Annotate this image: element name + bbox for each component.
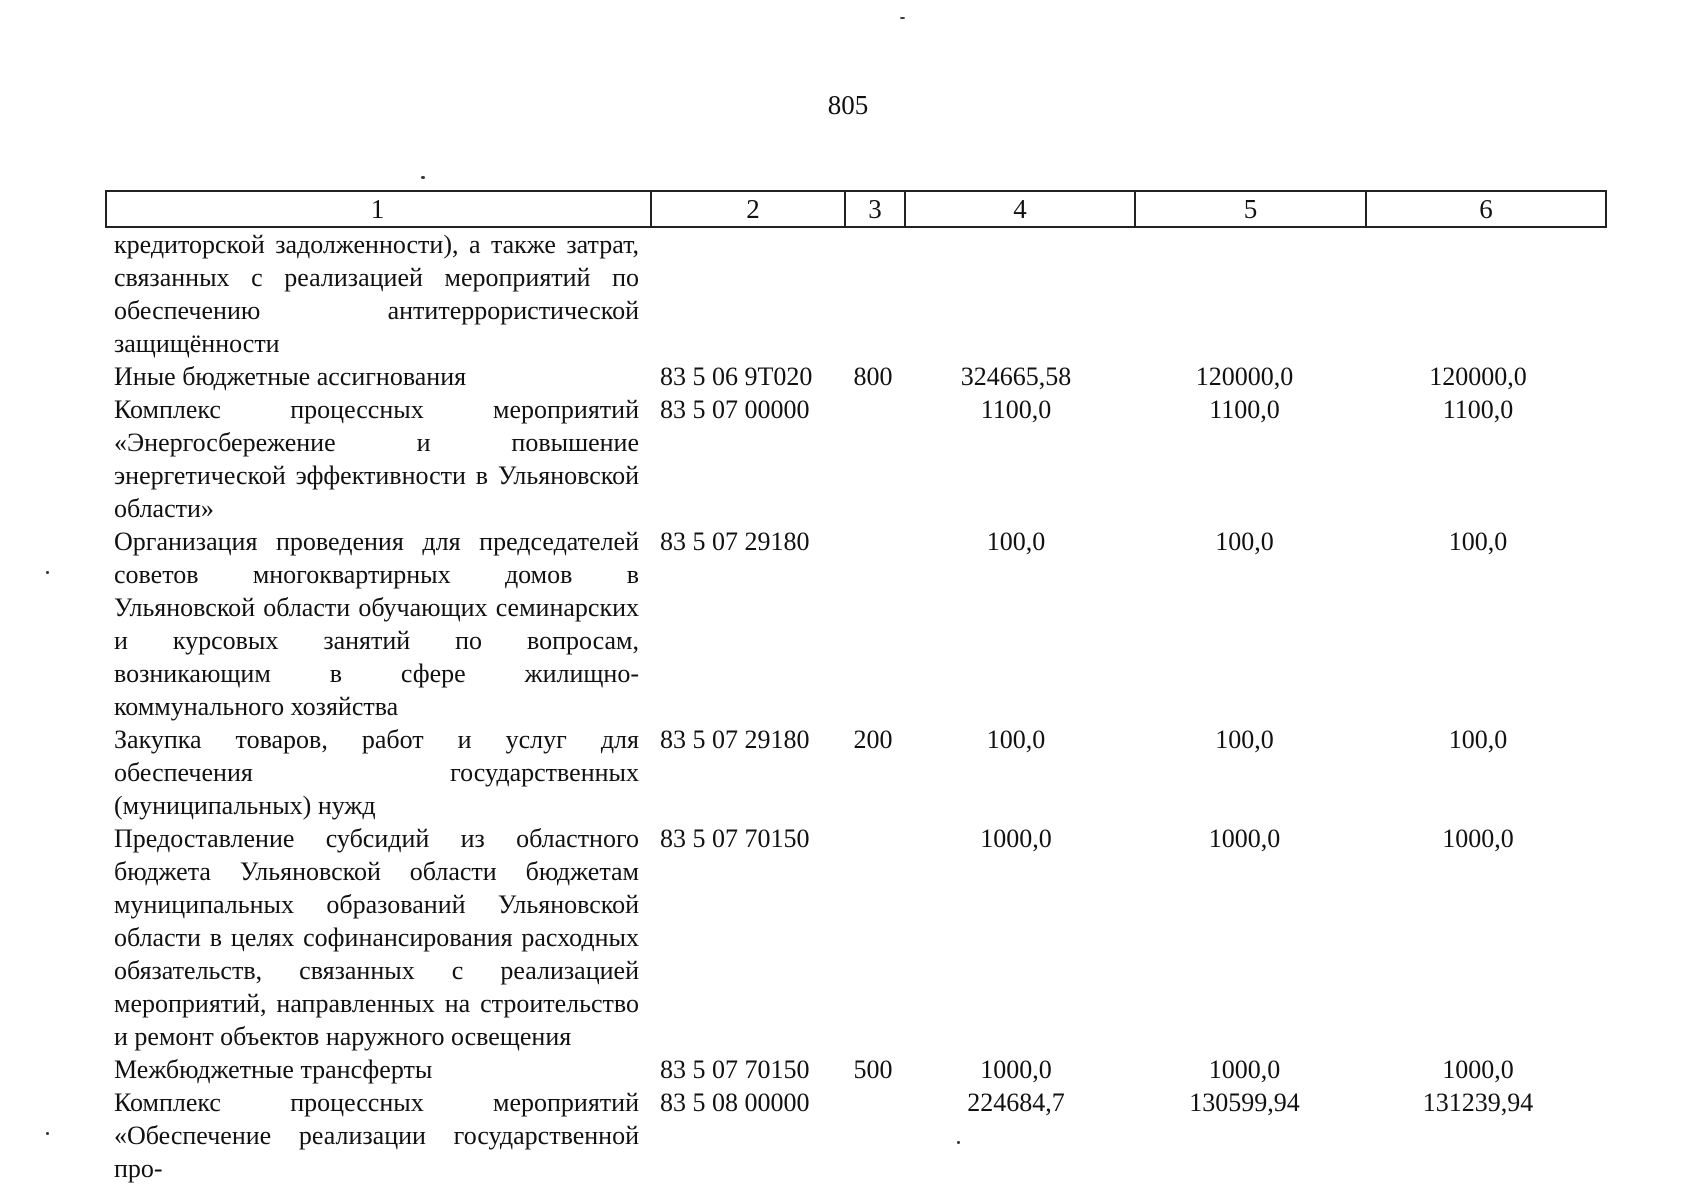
row-value-6: 1100,0 xyxy=(1442,395,1514,424)
row-value-6: 1000,0 xyxy=(1442,1055,1514,1084)
header-row xyxy=(106,191,1606,227)
header-cell-2: 2 xyxy=(651,191,845,227)
page-number: 805 xyxy=(827,90,869,120)
row-value-6: 100,0 xyxy=(1448,527,1508,556)
table-row xyxy=(105,1086,1597,1185)
row-type: 800 xyxy=(853,362,893,391)
row-code: 83 5 07 70150 xyxy=(660,1055,810,1084)
budget-table xyxy=(105,228,1597,1185)
row-value-6: 100,0 xyxy=(1448,725,1508,754)
header-cell-1: 1 xyxy=(106,191,651,227)
row-type xyxy=(844,822,902,1053)
row-name: Межбюджетные трансферты xyxy=(114,1055,433,1084)
row-code: 83 5 06 9Т020 xyxy=(660,362,813,391)
scan-speck xyxy=(900,17,905,19)
row-value-4: 1100,0 xyxy=(980,395,1052,424)
row-type xyxy=(844,525,902,723)
table-row xyxy=(105,525,1597,723)
row-value-4: 224684,7 xyxy=(967,1088,1065,1117)
row-code: 83 5 08 00000 xyxy=(660,1088,810,1117)
row-name: Комплекс процессных мероприятий «Энергосбережение и повышение энергетической эффективности в Ульяновской области» xyxy=(114,395,639,523)
row-name: Предоставление субсидий из областного бюджета Ульяновской области бюджетам муниципальных образований Ульяновской области в целях софинансирования расходных обязательств, связанных с реализацией мероприятий, направленных на строительство и ремонт объектов наружного освещения xyxy=(114,824,639,1051)
scan-speck xyxy=(46,571,49,574)
header-cell-3: 3 xyxy=(845,191,905,227)
table-row xyxy=(105,228,1597,360)
header-cell-4: 4 xyxy=(905,191,1135,227)
table-header xyxy=(105,190,1607,228)
row-type: 500 xyxy=(853,1055,893,1084)
row-type xyxy=(844,1086,902,1185)
row-value-6: 120000,0 xyxy=(1429,362,1527,391)
row-value-5: 120000,0 xyxy=(1195,362,1294,391)
row-code: 83 5 07 00000 xyxy=(660,395,810,424)
row-name: кредиторской задолженности), а также затрат, связанных с реализацией мероприятий по обеспечению антитеррористической защищённости xyxy=(114,230,639,358)
row-value-5: 100,0 xyxy=(1215,527,1274,556)
row-value-5: 1100,0 xyxy=(1209,395,1280,424)
row-name: Закупка товаров, работ и услуг для обеспечения государственных (муниципальных) нужд xyxy=(114,725,639,820)
row-name: Организация проведения для председателей советов многоквартирных домов в Ульяновской области обучающих семинарских и курсовых занятий по вопросам, возникающим в сфере жилищно-коммунального хозяйства xyxy=(114,527,639,721)
table-row xyxy=(105,1053,1597,1086)
row-code: 83 5 07 29180 xyxy=(660,527,810,556)
row-value-4: 1000,0 xyxy=(980,1055,1052,1084)
row-value-5: 1000,0 xyxy=(1208,824,1281,853)
scan-speck xyxy=(421,176,425,179)
row-value-6: 131239,94 xyxy=(1422,1088,1534,1117)
row-value-5: 1000,0 xyxy=(1208,1055,1281,1084)
row-name: Иные бюджетные ассигнования xyxy=(114,362,467,391)
row-value-5 xyxy=(1130,228,1359,360)
row-code: 83 5 07 70150 xyxy=(660,824,810,853)
row-value-5: 130599,94 xyxy=(1189,1088,1300,1117)
row-code xyxy=(650,228,844,360)
row-value-4: 1000,0 xyxy=(980,824,1052,853)
row-value-4: 100,0 xyxy=(986,725,1046,754)
header-cell-6: 6 xyxy=(1366,191,1606,227)
row-type: 200 xyxy=(853,725,893,754)
row-value-4: 324665,58 xyxy=(960,362,1072,391)
table-row xyxy=(105,822,1597,1053)
row-value-6 xyxy=(1359,228,1597,360)
row-value-4: 100,0 xyxy=(986,527,1046,556)
table-row xyxy=(105,393,1597,525)
row-value-5: 100,0 xyxy=(1215,725,1274,754)
row-type xyxy=(844,393,902,525)
row-value-4 xyxy=(902,228,1130,360)
scan-speck xyxy=(46,1132,49,1135)
row-type xyxy=(844,228,902,360)
row-value-6: 1000,0 xyxy=(1442,824,1514,853)
row-name: Комплекс процессных мероприятий «Обеспечение реализации государственной про- xyxy=(114,1088,639,1183)
row-code: 83 5 07 29180 xyxy=(660,725,810,754)
header-cell-5: 5 xyxy=(1135,191,1366,227)
table-row xyxy=(105,360,1597,393)
table-row xyxy=(105,723,1597,822)
